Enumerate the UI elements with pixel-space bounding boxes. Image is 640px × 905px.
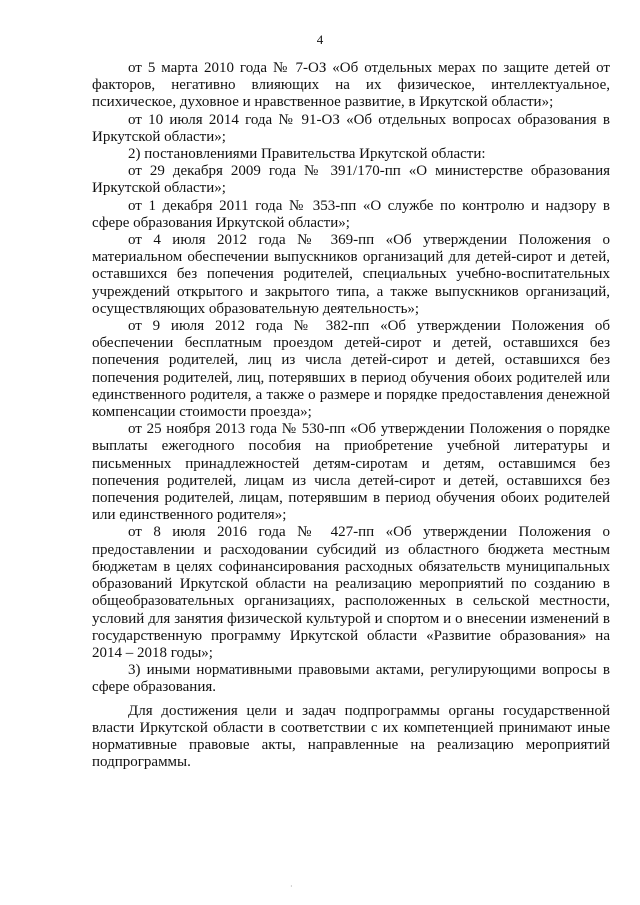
- scan-mark: ·: [290, 882, 293, 891]
- paragraph-law-7-oz: от 5 марта 2010 года № 7-ОЗ «Об отдельных мерах по защите детей от факторов, негативно влияющих на их физическое, интеллектуальное, психическое, духовное и нравственное развитие, в Иркутской области»;: [92, 60, 610, 111]
- paragraph-resolution-353: от 1 декабря 2011 года № 353-пп «О службе по контролю и надзору в сфере образования Иркутской области»;: [92, 197, 610, 231]
- document-body: [92, 60, 610, 771]
- paragraph-other-acts: 3) иными нормативными правовыми актами, регулирующими вопросы в сфере образования.: [92, 662, 610, 696]
- paragraph-resolution-382: от 9 июля 2012 года № 382-пп «Об утверждении Положения об обеспечении бесплатным проездом детей-сирот и детей, оставшихся без попечения родителей, лиц из числа детей-сирот и детей, оставшихся без попечения родителей, лиц, потерявших в период обучения обоих родителей или единственного родителя, а также о размере и порядке предоставления денежной компенсации стоимости проезда»;: [92, 318, 610, 421]
- paragraph-resolution-369: от 4 июля 2012 года № 369-пп «Об утверждении Положения о материальном обеспечении выпускников организаций для детей-сирот и детей, оставшихся без попечения родителей, специальных учебно-воспитательных учреждений открытого и закрытого типа, а также выпускников организаций, осуществляющих образовательную деятельность»;: [92, 232, 610, 317]
- page-number: 4: [316, 32, 324, 47]
- paragraph-government-resolutions-heading: 2) постановлениями Правительства Иркутской области:: [128, 146, 486, 163]
- paragraph-law-91-oz: от 10 июля 2014 года № 91-ОЗ «Об отдельных вопросах образования в Иркутской области»;: [92, 111, 610, 145]
- paragraph-resolution-530: от 25 ноября 2013 года № 530-пп «Об утверждении Положения о порядке выплаты ежегодного пособия на приобретение учебной литературы и письменных принадлежностей детям-сиротам и детям, оставшимся без попечения родителей, лицам из числа детей-сирот и детей, оставшихся без попечения родителей, лицам, потерявшим в период обучения обоих родителей или единственного родителя»;: [92, 421, 610, 524]
- paragraph-achievement-of-goals: Для достижения цели и задач подпрограммы органы государственной власти Иркутской области в соответствии с их компетенцией принимают иные нормативные правовые акты, направленные на реализацию мероприятий подпрограммы.: [92, 702, 610, 771]
- paragraph-resolution-391-170: от 29 декабря 2009 года № 391/170-пп «О министерстве образования Иркутской области»;: [92, 163, 610, 197]
- paragraph-resolution-427: от 8 июля 2016 года № 427-пп «Об утверждении Положения о предоставлении и расходовании субсидий из областного бюджета местным бюджетам в целях софинансирования расходных обязательств муниципальных образований Иркутской области на реализацию мероприятий по созданию в общеобразовательных организациях, расположенных в сельской местности, условий для занятия физической культурой и спортом и о внесении изменений в государственную программу Иркутской области «Развитие образования» на 2014 – 2018 годы»;: [92, 524, 610, 661]
